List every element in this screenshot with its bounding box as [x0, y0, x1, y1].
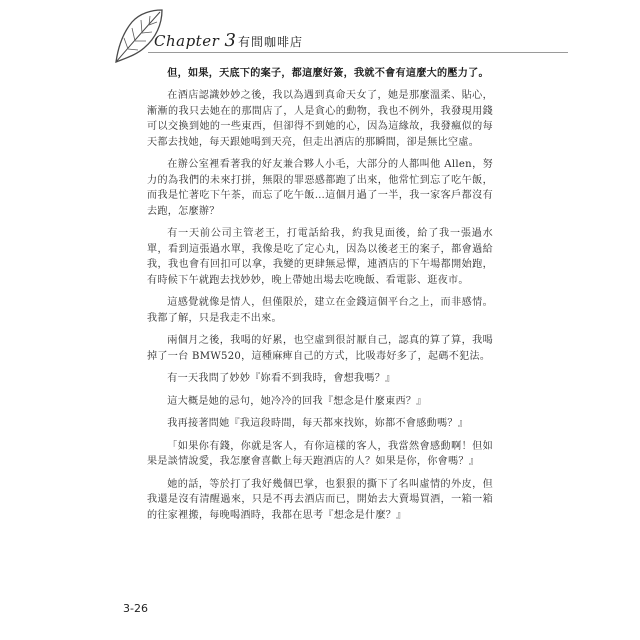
body-text [147, 66, 493, 530]
paragraph: 有一天我問了妙妙『妳看不到我時，會想我嗎？』 [167, 373, 396, 385]
page-number: 3-26 [123, 602, 148, 615]
paragraph: 兩個月之後，我喝的好累，也空虛到很討厭自己，認真的算了算，我喝掉了一台 BMW520，這種麻痺自己的方式，比吸毒好多了，起碼不犯法。 [147, 335, 493, 362]
paragraph: 在辦公室裡看著我的好友兼合夥人小毛，大部分的人都叫他 Allen，努力的為我們的未來打拼，無限的罪惡感都跑了出來，他常忙到忘了吃午飯，而我是忙著吃下午茶，而忘了吃午飯…這個月過了一半，我一家客戶都沒有去跑，怎麼辦？ [147, 159, 493, 217]
paragraph: 但，如果，天底下的案子，都這麼好簽，我就不會有這麼大的壓力了。 [167, 68, 489, 79]
paragraph: 有一天前公司主管老王，打電話給我，約我見面後，給了我一張過水單，看到這張過水單，我像是吃了定心丸，因為以後老王的案子，都會過給我，我也會有回扣可以拿，我變的更肆無忌憚，連酒店的下午場都開始跑，有時候下午就跑去找妙妙，晚上帶她出場去吃晚飯、看電影、逛夜市。 [147, 228, 493, 286]
paragraph: 「如果你有錢，你就是客人，有你這樣的客人，我當然會感動啊！但如果是談情說愛，我怎麼會喜歡上每天跑酒店的人？如果是你，你會嗎？』 [147, 440, 493, 468]
chapter-number: 3 [224, 30, 237, 51]
paragraph: 這大概是她的忌句，她冷冷的回我『想念是什麼東西？』 [167, 395, 427, 407]
chapter-title: 有間咖啡店 [238, 35, 304, 49]
paragraph: 我再接著問她『我這段時間，每天都來找妳，妳都不會感動嗎？』 [167, 418, 469, 430]
header-divider [148, 52, 568, 53]
chapter-word: Chapter [154, 32, 220, 50]
chapter-label [154, 30, 237, 51]
paragraph: 在酒店認識妙妙之後，我以為遇到真命天女了，她是那麼溫柔、貼心，漸漸的我只去她在的那間店了，人是貪心的動物，我也不例外，我發現用錢可以交換到她的一些東西，但卻得不到她的心，因為這緣故，我發瘋似的每天都去找她，每天跟她喝到天亮，但走出酒店的那瞬間，卻是無比空虛。 [147, 90, 493, 148]
chapter-header [108, 8, 538, 66]
paragraph: 她的話，等於打了我好幾個巴掌，也狠狠的撕下了名叫虛情的外皮，但我還是沒有清醒過來，只是不再去酒店而已，開始去大賣場買酒，一箱一箱的往家裡搬，每晚喝酒時，我都在思考『想念是什麼？』 [147, 478, 493, 521]
paragraph: 這感覺就像是情人，但僅限於，建立在金錢這個平台之上，而非感情。我都了解，只是我走不出來。 [147, 297, 493, 324]
